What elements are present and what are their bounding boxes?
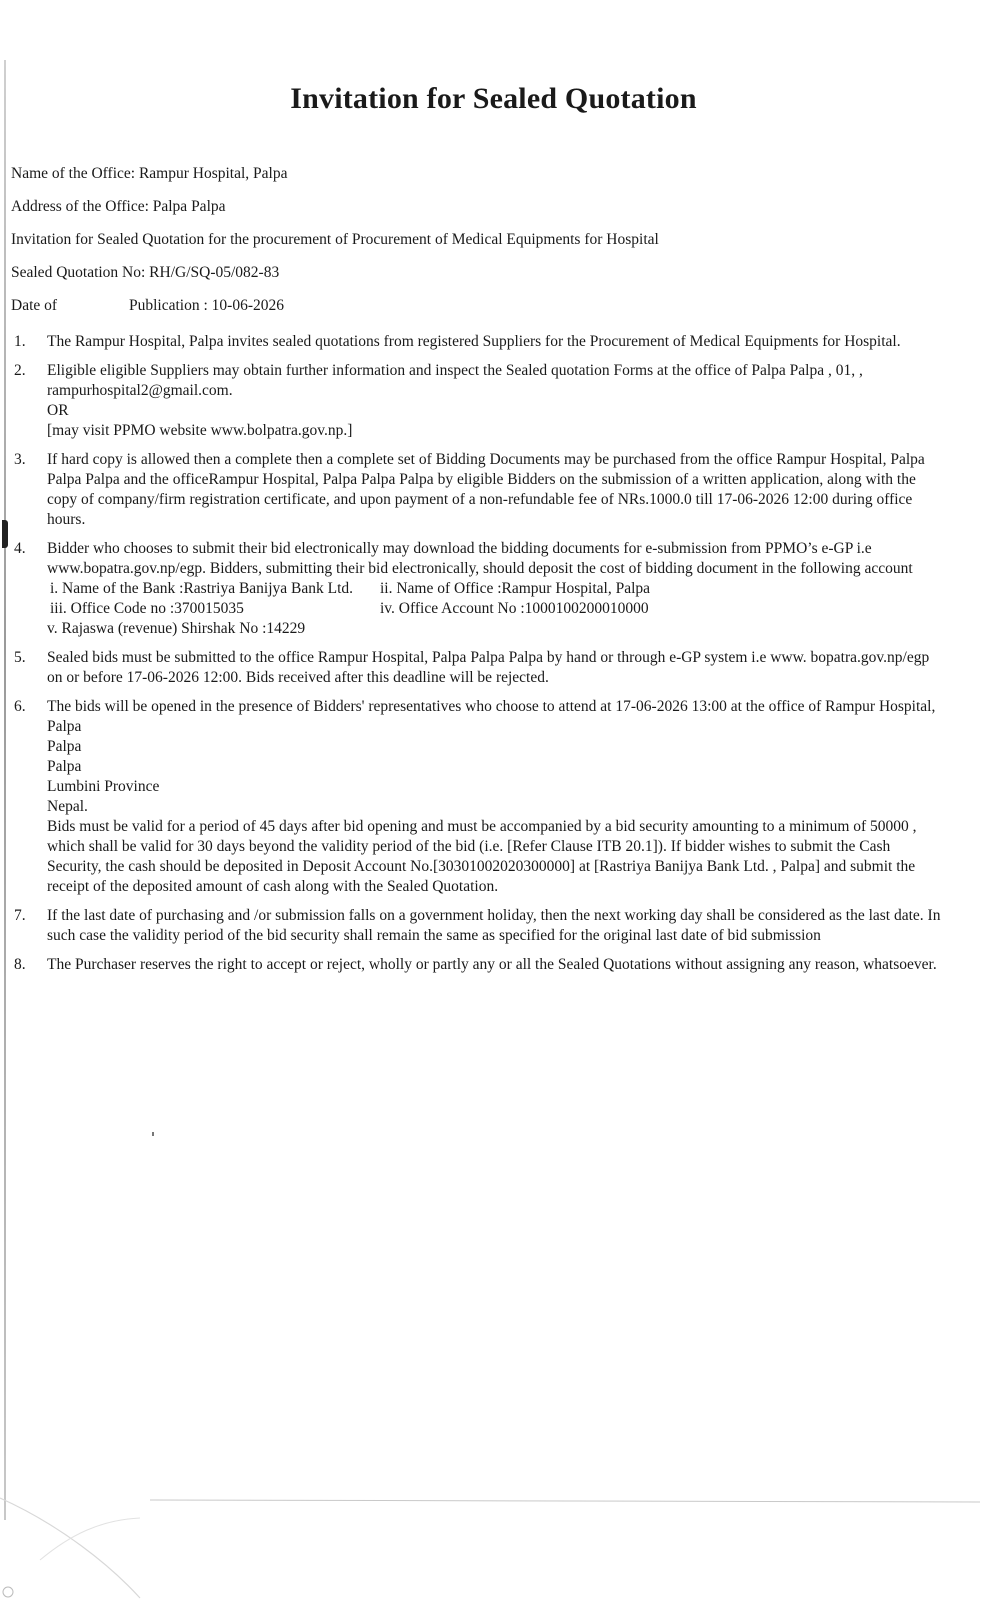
header-block bbox=[11, 164, 951, 329]
clause-text: The Rampur Hospital, Palpa invites sealed quotations from registered Suppliers for the Procurement of Medical Equipments for Hospital. bbox=[47, 333, 901, 350]
clause-number: 8. bbox=[14, 956, 26, 973]
address-line: Lumbini Province bbox=[47, 778, 160, 795]
clause-number: 4. bbox=[14, 540, 26, 557]
clause-item bbox=[14, 450, 944, 530]
clause-text: The bids will be opened in the presence of Bidders' representatives who choose to attend at 17-06-2026 13:00 at the office of Rampur Hospital, Palpa bbox=[47, 698, 936, 735]
bank-name: i. Name of the Bank :Rastriya Banijya Bank Ltd. bbox=[50, 580, 354, 597]
clause-item bbox=[14, 539, 944, 639]
office-address-line: Address of the Office: Palpa Palpa bbox=[11, 198, 226, 215]
address-line: Palpa bbox=[47, 758, 82, 775]
quotation-number-line: Sealed Quotation No: RH/G/SQ-05/082-83 bbox=[11, 264, 280, 281]
clause-number: 3. bbox=[14, 451, 26, 468]
clause-item bbox=[14, 361, 944, 441]
clause-body bbox=[47, 539, 944, 639]
account-row bbox=[47, 599, 944, 619]
clause-text: Sealed bids must be submitted to the office Rampur Hospital, Palpa Palpa Palpa by hand or through e-GP system i.e www. bopatra.gov.np/egp on or before 17-06-2026 12:00. Bids received after this deadline will be rejected. bbox=[47, 649, 930, 686]
clause-text: The Purchaser reserves the right to accept or reject, wholly or partly any or all the Sealed Quotations without assigning any reason, whatsoever. bbox=[47, 956, 937, 973]
clause-item bbox=[14, 955, 944, 975]
scan-speck bbox=[152, 1132, 154, 1136]
clause-number: 2. bbox=[14, 362, 26, 379]
scan-binding-mark bbox=[2, 520, 8, 548]
publication-date-line bbox=[11, 296, 951, 329]
clause-text: Bidder who chooses to submit their bid electronically may download the bidding documents for e-submission from PPMO’s e-GP i.e www.bopatra.gov.np/egp. Bidders, submitting their bid electronically, should deposit the cost of bidding document in the following account bbox=[47, 540, 913, 577]
clause-number: 1. bbox=[14, 333, 26, 350]
or-text: OR bbox=[47, 402, 69, 419]
clause-number: 5. bbox=[14, 649, 26, 666]
account-row bbox=[47, 579, 944, 599]
clause-item bbox=[14, 332, 944, 352]
clause-item bbox=[14, 906, 944, 946]
document-title: Invitation for Sealed Quotation bbox=[290, 82, 697, 115]
publication-date: Publication : 10-06-2026 bbox=[129, 297, 284, 314]
address-line: Palpa bbox=[47, 738, 82, 755]
office-account-number: iv. Office Account No :1000100200010000 bbox=[380, 600, 649, 617]
clause-item bbox=[14, 697, 944, 897]
bid-security-text: Bids must be valid for a period of 45 days after bid opening and must be accompanied by a bid security amounting to a minimum of 50000 , which shall be valid for 30 days beyond the validity period of the bid (i.e. [Refer Clause ITB 20.1]). If bidder wishes to submit the Cash Security, the cash should be deposited in Deposit Account No.[30301002020300000] at [Rastriya Banijya Bank Ltd. , Palpa] and submit the receipt of the deposited amount of cash along with the Sealed Quotation. bbox=[47, 818, 917, 895]
invitation-line: Invitation for Sealed Quotation for the procurement of Procurement of Medical Equipments for Hospital bbox=[11, 231, 659, 248]
revenue-heading-number: v. Rajaswa (revenue) Shirshak No :14229 bbox=[47, 620, 306, 637]
clause-item bbox=[14, 648, 944, 688]
date-label: Date of bbox=[11, 297, 58, 314]
clause-list bbox=[14, 332, 944, 984]
clause-body bbox=[47, 697, 944, 897]
scan-left-edge bbox=[4, 60, 6, 1520]
scan-page-curl bbox=[0, 1480, 987, 1600]
clause-text: If the last date of purchasing and /or submission falls on a government holiday, then the next working day shall be considered as the last date. In such case the validity period of the bid security shall remain the same as specified for the original last date of bid submission bbox=[47, 907, 941, 944]
office-code: iii. Office Code no :370015035 bbox=[50, 600, 244, 617]
office-name: ii. Name of Office :Rampur Hospital, Palpa bbox=[380, 580, 651, 597]
clause-number: 6. bbox=[14, 698, 26, 715]
address-line: Nepal. bbox=[47, 798, 88, 815]
clause-number: 7. bbox=[14, 907, 26, 924]
clause-body bbox=[47, 361, 944, 441]
clause-text: Eligible eligible Suppliers may obtain further information and inspect the Sealed quotation Forms at the office of Palpa Palpa , 01, , rampurhospital2@gmail.com. bbox=[47, 362, 863, 399]
ppmo-website-text: [may visit PPMO website www.bolpatra.gov.np.] bbox=[47, 422, 353, 439]
office-name-line: Name of the Office: Rampur Hospital, Palpa bbox=[11, 165, 288, 182]
clause-text: If hard copy is allowed then a complete then a complete set of Bidding Documents may be purchased from the office Rampur Hospital, Palpa Palpa Palpa and the officeRampur Hospital, Palpa Palpa Palpa by eligible Bidders on the submission of a written application, along with the copy of company/firm registration certificate, and upon payment of a non-refundable fee of NRs.1000.0 till 17-06-2026 12:00 during office hours. bbox=[47, 451, 925, 528]
